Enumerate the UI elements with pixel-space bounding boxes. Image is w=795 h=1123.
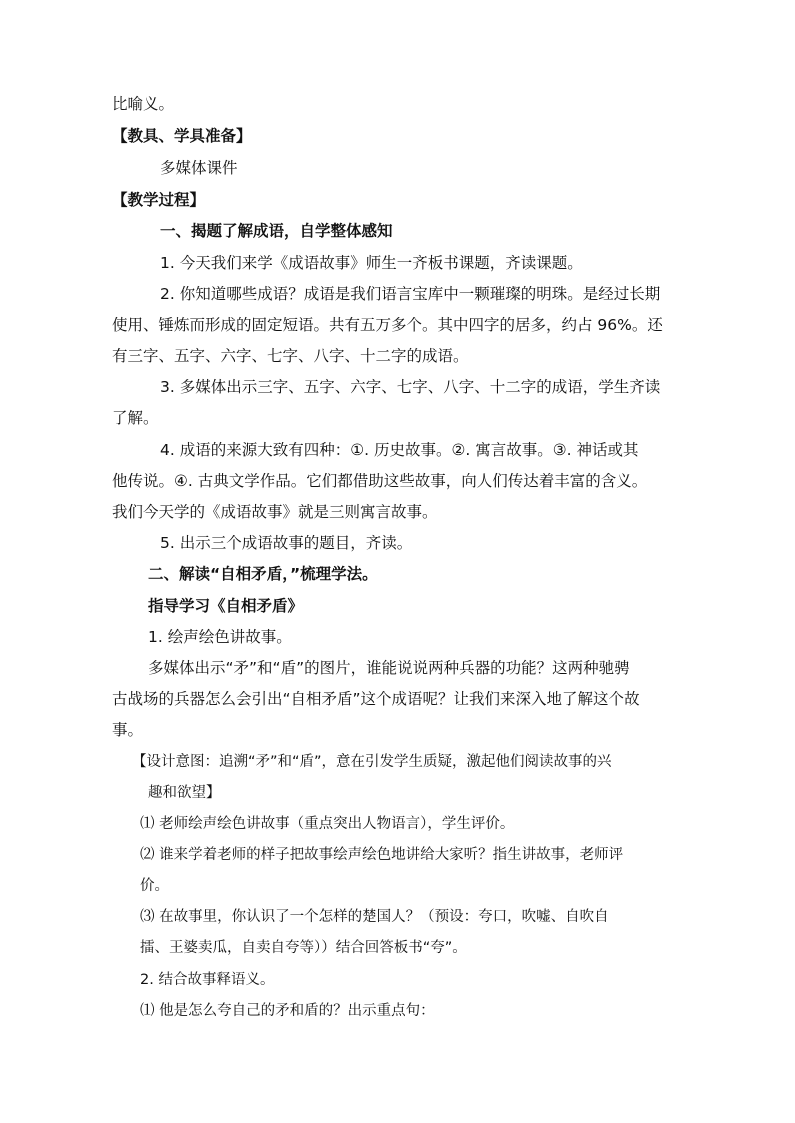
text-line: 比喻义。 xyxy=(112,95,175,113)
section-heading: 【教具、学具准备】 xyxy=(112,127,252,145)
text-line: 1. 今天我们来学《成语故事》师生一齐板书课题，齐读课题。 xyxy=(160,254,583,272)
subsection-heading: 二、解读“自相矛盾，”梳理学法。 xyxy=(148,565,378,583)
text-line: 古战场的兵器怎么会引出“自相矛盾”这个成语呢？让我们来深入地了解这个故 xyxy=(112,690,640,708)
text-line: 5. 出示三个成语故事的题目，齐读。 xyxy=(160,534,413,552)
text-line: 多媒体出示“矛”和“盾”的图片，谁能说说两种兵器的功能？这两种驰骋 xyxy=(148,659,630,677)
text-line: 1. 绘声绘色讲故事。 xyxy=(148,628,292,646)
list-item: ⑴ 他是怎么夸自己的矛和盾的？出示重点句： xyxy=(140,1003,435,1019)
text-line: 价。 xyxy=(140,878,169,894)
text-line: 多媒体课件 xyxy=(160,159,238,177)
text-line: 2. 你知道哪些成语？成语是我们语言宝库中一颗璀璨的明珠。是经过长期 xyxy=(160,285,661,303)
design-note: 【设计意图：追溯“矛”和“盾”，意在引发学生质疑，激起他们阅读故事的兴 xyxy=(132,754,612,770)
section-heading: 【教学过程】 xyxy=(112,191,206,209)
text-line: 2. 结合故事释语义。 xyxy=(140,972,275,988)
subsection-heading: 指导学习《自相矛盾》 xyxy=(148,597,304,615)
text-line: 4. 成语的来源大致有四种：①. 历史故事。②. 寓言故事。③. 神话或其 xyxy=(160,441,639,459)
text-line: 3. 多媒体出示三字、五字、六字、七字、八字、十二字的成语，学生齐读 xyxy=(160,378,661,396)
text-line: 事。 xyxy=(112,721,144,739)
subsection-heading: 一、揭题了解成语，自学整体感知 xyxy=(160,222,393,240)
text-line: 了解。 xyxy=(112,409,159,427)
text-line: 使用、锤炼而形成的固定短语。共有五万多个。其中四字的居多，约占 96%。还 xyxy=(112,316,663,334)
text-line: 我们今天学的《成语故事》就是三则寓言故事。 xyxy=(112,503,438,521)
list-item: ⑵ 谁来学着老师的样子把故事绘声绘色地讲给大家听？指生讲故事，老师评 xyxy=(140,847,624,863)
design-note: 趣和欲望】 xyxy=(148,785,221,801)
text-line: 有三字、五字、六字、七字、八字、十二字的成语。 xyxy=(112,347,469,365)
text-line: 他传说。④. 古典文学作品。它们都借助这些故事，向人们传达着丰富的含义。 xyxy=(112,472,648,490)
text-line: 擂、王婆卖瓜，自卖自夸等））结合回答板书“夸”。 xyxy=(140,940,467,956)
list-item: ⑶ 在故事里，你认识了一个怎样的楚国人？（预设：夸口，吹嘘、自吹自 xyxy=(140,909,609,925)
list-item: ⑴ 老师绘声绘色讲故事（重点突出人物语言），学生评价。 xyxy=(140,816,515,832)
